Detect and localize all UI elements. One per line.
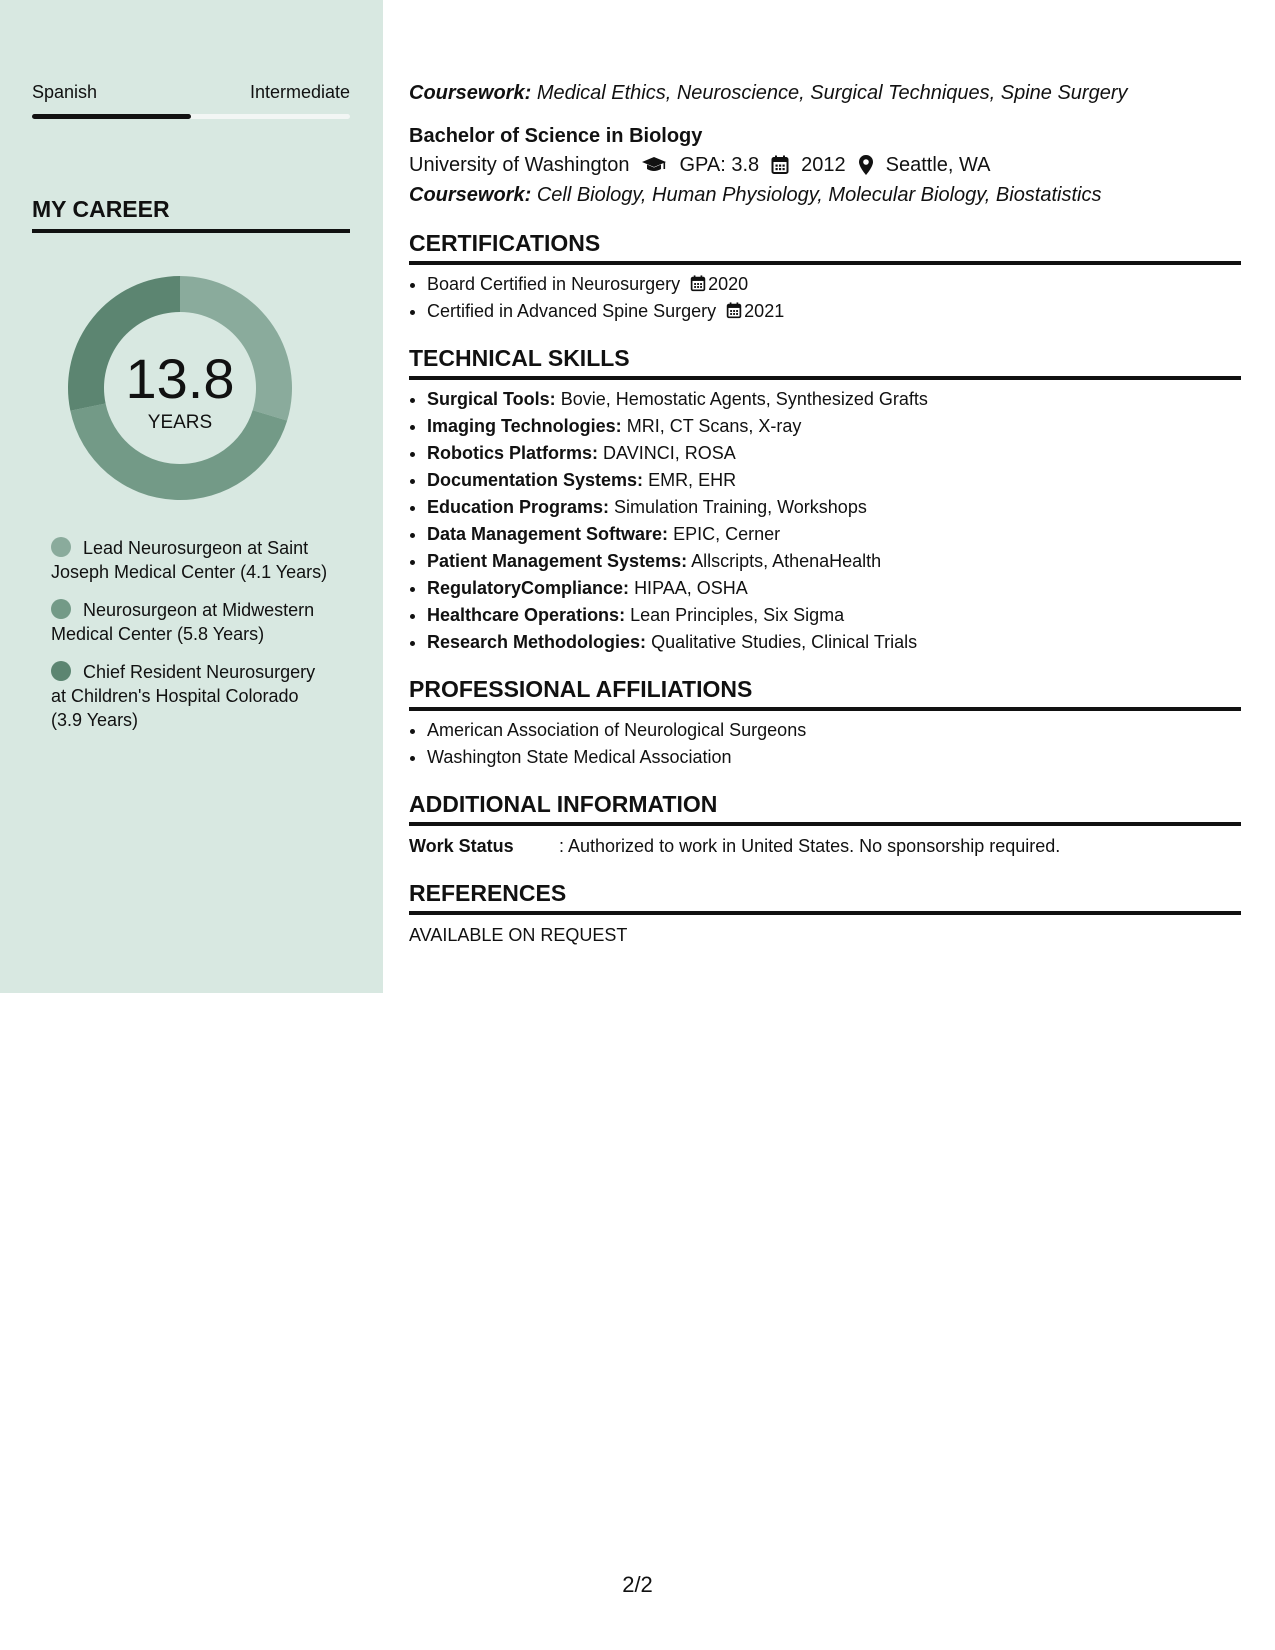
language-name: Spanish	[32, 82, 98, 102]
coursework-line-2	[409, 180, 1241, 210]
location-pin-icon	[858, 154, 874, 176]
career-item-text: Lead Neurosurgeon at Saint Joseph Medical Center (4.1 Years)	[51, 538, 328, 582]
career-item-text: Neurosurgeon at Midwestern Medical Center (5.8 Years)	[51, 600, 315, 644]
skill-value: DAVINCI, ROSA	[603, 443, 736, 463]
skill-item	[427, 602, 1241, 629]
coursework-text-2: Cell Biology, Human Physiology, Molecular Biology, Biostatistics	[536, 184, 1102, 206]
affiliation-item: • American Association of Neurological Surgeons	[427, 717, 1241, 744]
language-level: Intermediate	[249, 82, 350, 102]
skill-label: Imaging Technologies:	[427, 416, 622, 436]
affiliations-heading: PROFESSIONAL AFFILIATIONS	[409, 676, 1241, 711]
skill-item	[427, 413, 1241, 440]
affiliations-list	[409, 717, 1241, 771]
skill-value: MRI, CT Scans, X-ray	[626, 416, 802, 436]
page-number: 2/2	[622, 1572, 653, 1597]
calendar-icon	[771, 155, 789, 175]
career-donut-chart	[65, 273, 295, 503]
degree-meta	[409, 150, 1241, 180]
affiliation-item: • Washington State Medical Association	[427, 744, 1241, 771]
skill-item	[427, 494, 1241, 521]
additional-info-heading: ADDITIONAL INFORMATION	[409, 791, 1241, 826]
references-heading: REFERENCES	[409, 880, 1241, 915]
school-name: University of Washington	[409, 154, 630, 176]
skill-item	[427, 548, 1241, 575]
certification-year: 2021	[744, 301, 785, 321]
skill-label: Robotics Platforms:	[427, 443, 599, 463]
skill-item	[427, 440, 1241, 467]
certifications-list	[409, 271, 1241, 325]
certifications-heading: CERTIFICATIONS	[409, 230, 1241, 265]
skills-list	[409, 386, 1241, 656]
certification-name: Board Certified in Neurosurgery	[427, 274, 681, 294]
skill-label: Patient Management Systems:	[427, 551, 688, 571]
skill-label: Surgical Tools:	[427, 389, 556, 409]
calendar-icon	[690, 275, 706, 292]
legend-dot-icon	[51, 661, 71, 681]
certification-name: Certified in Advanced Spine Surgery	[427, 301, 717, 321]
skill-label: Research Methodologies:	[427, 632, 647, 652]
skill-value: Lean Principles, Six Sigma	[630, 605, 845, 625]
coursework-label: Coursework:	[409, 82, 532, 104]
skill-item	[427, 575, 1241, 602]
career-list	[51, 536, 331, 746]
legend-dot-icon	[51, 599, 71, 619]
graduation-year: 2012	[801, 154, 846, 176]
graduation-cap-icon	[641, 155, 667, 175]
coursework-line	[409, 78, 1241, 108]
work-status-row	[409, 832, 1241, 860]
skill-label: Data Management Software:	[427, 524, 669, 544]
main-content	[409, 78, 1241, 949]
career-heading: MY CAREER	[32, 196, 350, 233]
skills-heading: TECHNICAL SKILLS	[409, 345, 1241, 380]
school-location: Seattle, WA	[885, 154, 991, 176]
calendar-icon	[726, 302, 742, 319]
career-item	[51, 660, 331, 732]
career-total-years: 13.8	[125, 347, 235, 410]
language-row	[32, 82, 350, 103]
gpa: GPA: 3.8	[679, 154, 760, 176]
skill-value: Simulation Training, Workshops	[614, 497, 867, 517]
legend-dot-icon	[51, 537, 71, 557]
skill-value: HIPAA, OSHA	[634, 578, 748, 598]
career-total-unit: YEARS	[147, 412, 213, 433]
career-item	[51, 536, 331, 584]
skill-item	[427, 521, 1241, 548]
degree-title: Bachelor of Science in Biology	[409, 125, 703, 147]
coursework-label-2: Coursework:	[409, 184, 532, 206]
career-item	[51, 598, 331, 646]
skill-value: Qualitative Studies, Clinical Trials	[651, 632, 918, 652]
language-proficiency-bar	[32, 114, 350, 119]
certification-year: 2020	[708, 274, 749, 294]
skill-value: EPIC, Cerner	[673, 524, 781, 544]
skill-label: Documentation Systems:	[427, 470, 644, 490]
sidebar	[0, 0, 383, 993]
skill-item	[427, 386, 1241, 413]
certification-item	[427, 298, 1241, 325]
certification-item	[427, 271, 1241, 298]
work-status-label: Work Status	[409, 836, 514, 856]
references-text: AVAILABLE ON REQUEST	[409, 925, 628, 945]
skill-label: Education Programs:	[427, 497, 610, 517]
coursework-text: Medical Ethics, Neuroscience, Surgical Techniques, Spine Surgery	[536, 82, 1128, 104]
skill-value: EMR, EHR	[648, 470, 737, 490]
career-item-text: Chief Resident Neurosurgery at Children's Hospital Colorado (3.9 Years)	[51, 662, 316, 730]
work-status-value: : Authorized to work in United States. No sponsorship required.	[559, 836, 1061, 856]
skill-item	[427, 467, 1241, 494]
skill-value: Allscripts, AthenaHealth	[691, 551, 882, 571]
skill-label: Healthcare Operations:	[427, 605, 626, 625]
language-proficiency-fill	[32, 114, 191, 119]
skill-item	[427, 629, 1241, 656]
skill-label: RegulatoryCompliance:	[427, 578, 630, 598]
skill-value: Bovie, Hemostatic Agents, Synthesized Grafts	[560, 389, 928, 409]
